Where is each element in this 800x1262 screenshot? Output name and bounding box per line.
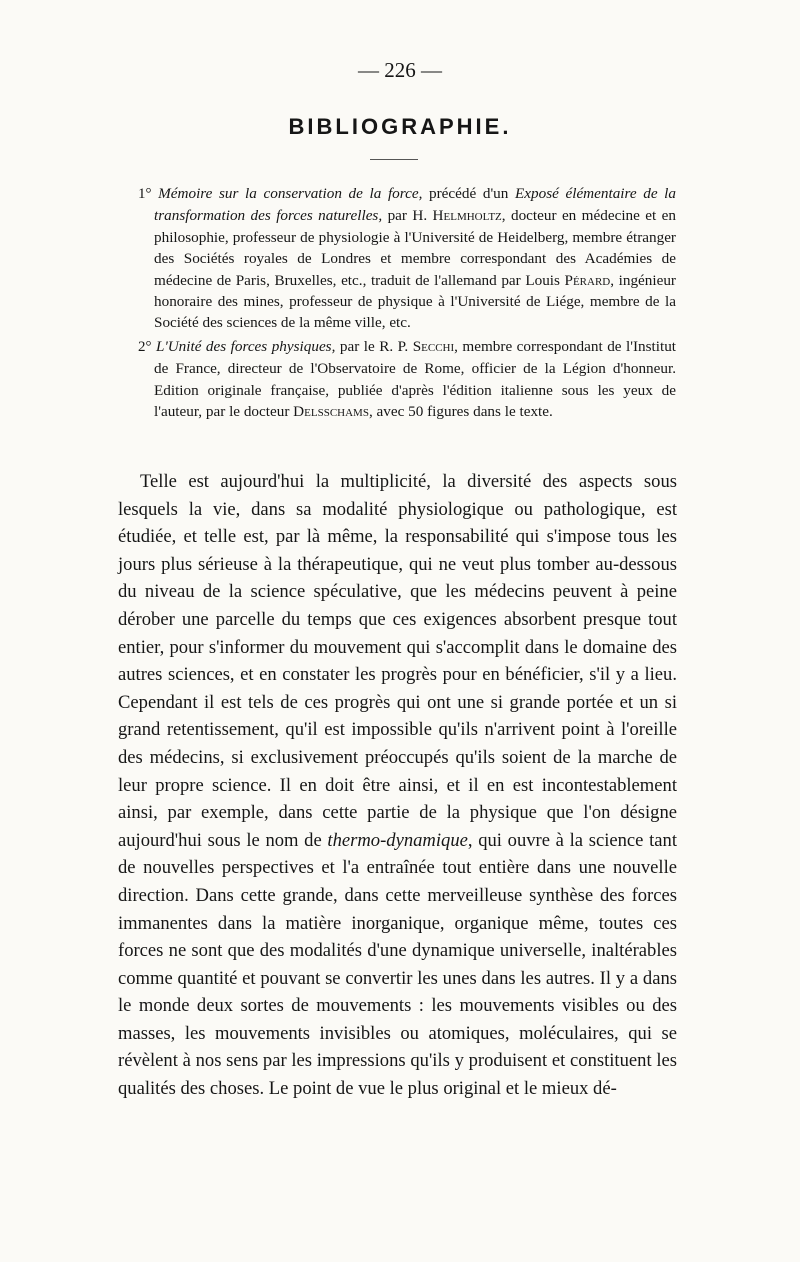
body-text: Telle est aujourd'hui la multiplicité, la diversité des aspects sous lesquels la vie, dans sa modalité physiologique ou pathologique, est étudiée, et telle est, par là même, la responsabilité qui s'impose tous les jours plus sérieuse à la thérapeutique, qui ne veut plus tomber au-dessous du niveau de la science spéculative, que les médecins peuvent à peine dérober une parcelle du temps que ces exigences absorbent presque tout entier, pour s'informer du mouvement qui s'accomplit dans le domaine des autres sciences, et en constater les progrès pour en bénéficier, s'il y a lieu. Cependant il est tels de ces progrès qui ont une si grande portée et un si grand retentissement, qu'il est impossible qu'ils n'arrivent point à l'oreille des médecins, si exclusivement préoccupés qu'ils soient de la marche de leur propre science. Il en doit être ainsi, et il en est incontestablement ainsi, par exemple, dans cette partie de la physique que l'on désigne aujourd'hui sous le nom de [118, 471, 677, 851]
entry-text: , membre correspondant de l'Institut de France, directeur de l'Observatoire de Rome, officier de la Légion d'honneur. Edition originale française, publiée d'après l'édition italienne sous les yeux de l'auteur, par le docteur [154, 337, 677, 421]
entry-translator: Pérard [564, 271, 611, 289]
bibliography-list [138, 183, 676, 424]
body-text: , qui ouvre à la science tant de nouvelles perspectives et l'a entraînée tout entière dans une nouvelle direction. Dans cette grande, dans cette merveilleuse synthèse des forces immanentes dans la matière inorganique, organique même, toutes ces forces ne sont que des modalités d'une dynamique universelle, inaltérables comme quantité et pouvant se convertir les unes dans les autres. Il y a dans le monde deux sortes de mouvements : les mouvements visibles ou des masses, les mouvements invisibles ou atomiques, moléculaires, qui se révèlent à nos sens par les impressions qu'ils y produisent et constituent les qualités des choses. Le point de vue le plus original et le mieux dé- [118, 829, 677, 1100]
entry-number: 1° [138, 186, 152, 202]
entry-title: L'Unité des forces physiques, [156, 337, 336, 355]
entry-text: précédé d'un [422, 185, 515, 202]
page-number: — 226 — [358, 58, 442, 82]
body-emphasis: thermo-dynamique [327, 829, 468, 851]
title-divider [370, 159, 418, 160]
entry-title: Mémoire sur la conservation de la force, [158, 185, 423, 202]
entry-text: par H. [382, 207, 433, 225]
section-title: BIBLIOGRAPHIE. [288, 114, 512, 139]
entry-text: , docteur en médecine et en philosophie, professeur de physiologie à l'Université de Heidelberg, membre étranger des Sociétés royales de Londres et membre correspondant des Académies de médecine de Paris, Bruxelles, etc., traduit de l'allemand par Louis [154, 207, 676, 289]
entry-translator: Delsschams [293, 403, 369, 421]
entry-text: , avec 50 figures dans le texte. [368, 403, 553, 421]
body-paragraph [118, 468, 677, 1103]
entry-text: , ingénieur honoraire des mines, professeur de physique à l'Université de Liége, membre de la Société des sciences de la même ville, etc. [154, 271, 676, 332]
entry-author: Secchi [412, 337, 455, 355]
bibliography-entry-2 [138, 336, 676, 423]
entry-subtitle: Exposé élémentaire de la transformation des forces naturelles, [154, 185, 676, 225]
entry-author: Helmholtz [432, 207, 502, 225]
entry-number: 2° [138, 338, 152, 355]
bibliography-entry-1 [138, 183, 676, 334]
entry-text: par le R. P. [335, 337, 413, 355]
